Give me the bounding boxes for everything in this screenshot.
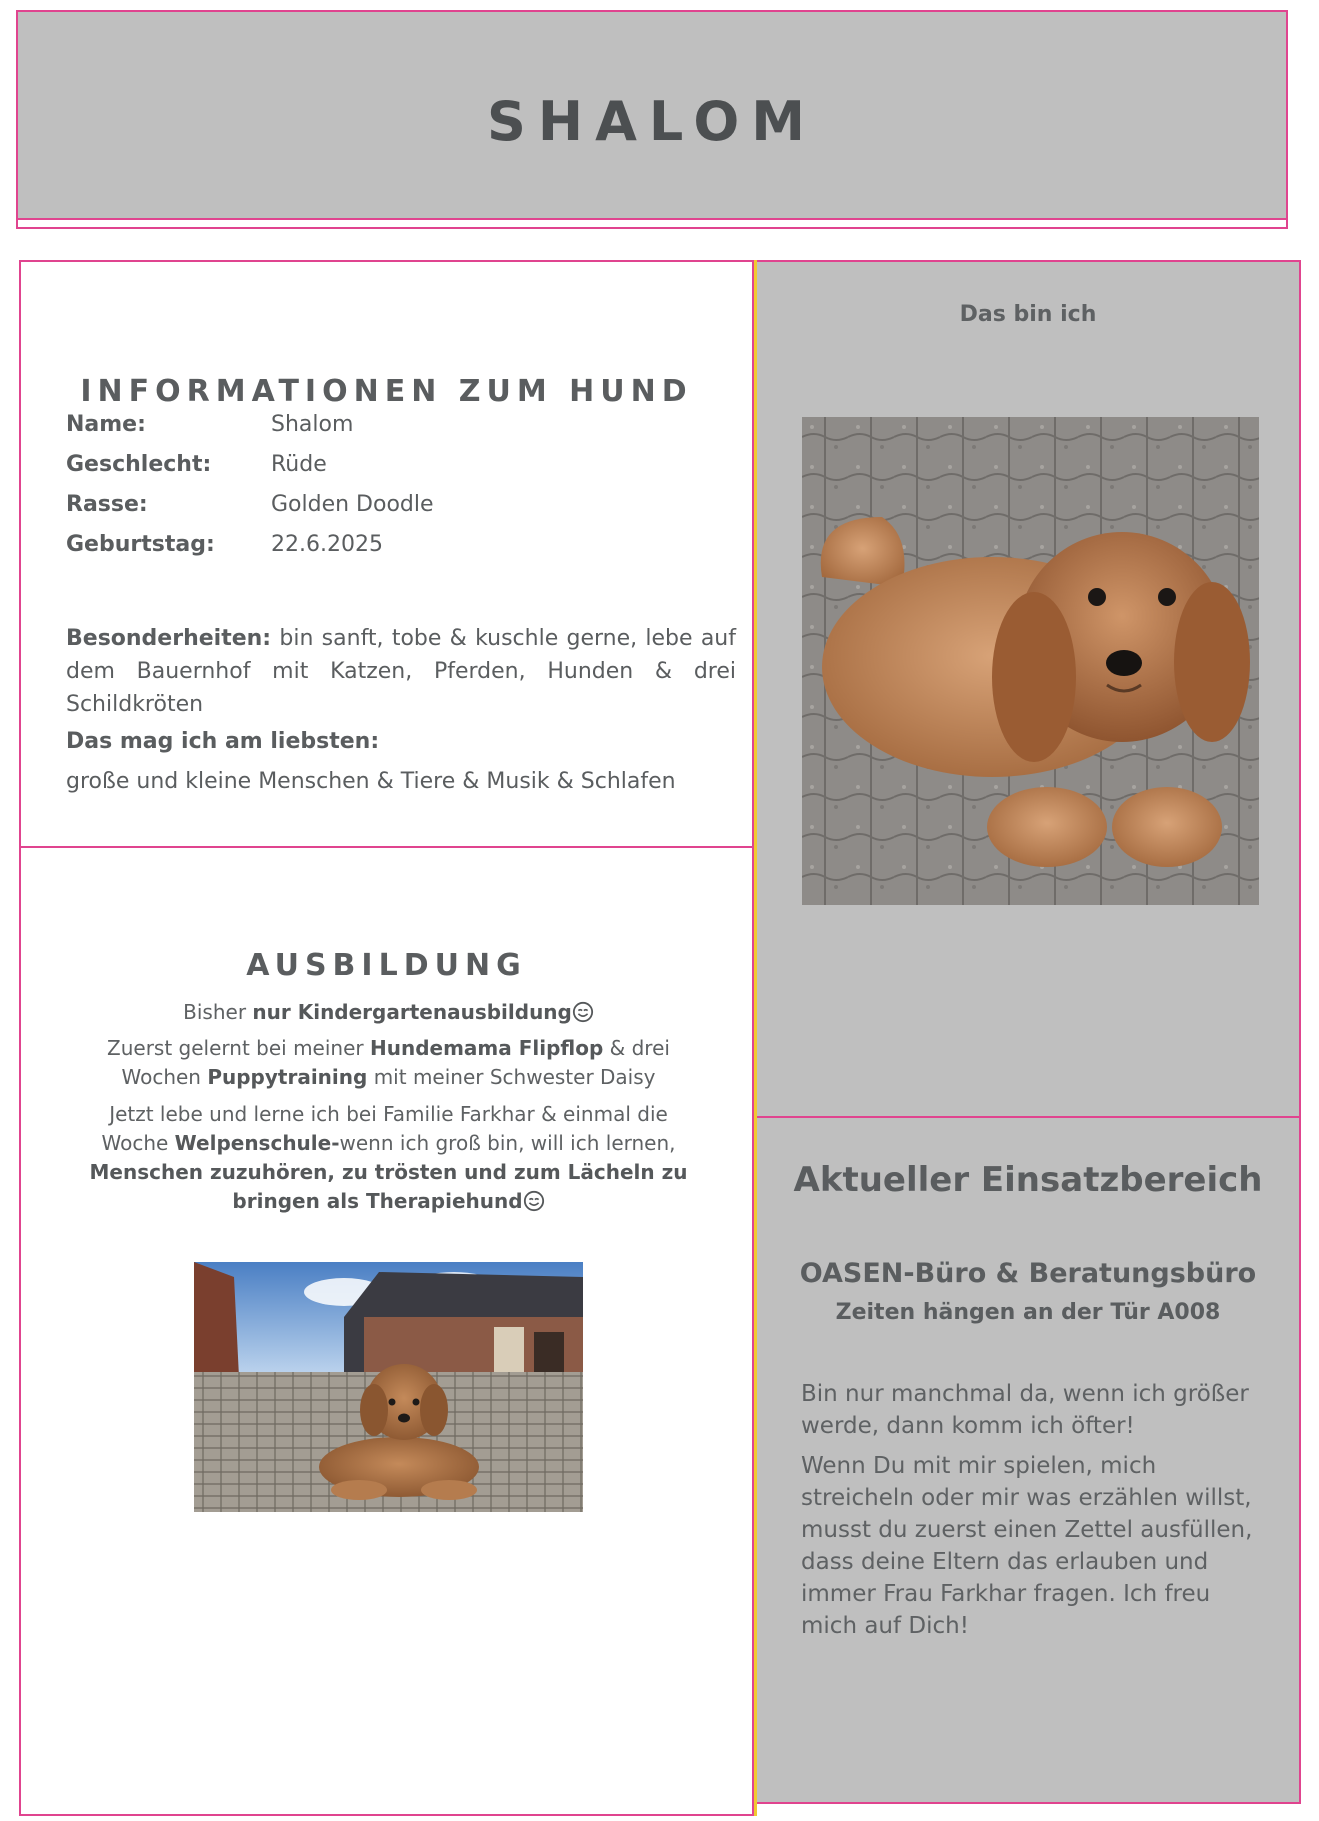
training-bold: Hundemama Flipflop	[369, 1036, 604, 1060]
puppy-portrait-photo	[802, 417, 1259, 905]
training-bold: Menschen zuzuhören, zu trösten und zum Lächeln zu bringen als Therapiehund	[89, 1160, 688, 1213]
training-text: Bisher	[183, 1000, 253, 1024]
training-bold: Welpenschule-	[174, 1131, 340, 1155]
favorite-value: große und kleine Menschen & Tiere & Musik & Schlafen	[66, 769, 676, 794]
training-paragraph-1	[81, 998, 696, 1027]
header-underline	[16, 220, 1288, 229]
deployment-paragraph-2: Wenn Du mit mir spielen, mich streicheln oder mir was erzählen willst, musst du zuerst einen Zettel ausfüllen, dass deine Eltern das erlauben und immer Frau Farkhar fragen. Ich freu mich auf Dich!	[801, 1453, 1253, 1639]
info-value: Golden Doodle	[271, 492, 434, 517]
info-value: Shalom	[271, 412, 354, 437]
info-label: Geschlecht:	[66, 452, 212, 477]
info-label: Rasse:	[66, 492, 148, 517]
special-features	[66, 622, 736, 721]
training-text: Zuerst gelernt bei meiner	[107, 1036, 370, 1060]
office-name: OASEN-Büro & Beratungsbüro	[799, 1258, 1257, 1289]
info-value: 22.6.2025	[271, 532, 383, 557]
training-bold: Puppytraining	[207, 1065, 368, 1089]
smiling-face-icon	[523, 1190, 545, 1212]
deployment-panel	[757, 1118, 1301, 1804]
training-bold: nur Kindergartenausbildung	[252, 1000, 572, 1024]
training-paragraph-3	[81, 1100, 696, 1216]
info-title: INFORMATIONEN ZUM HUND	[80, 374, 693, 409]
info-label: Name:	[66, 412, 146, 437]
training-text: Jetzt lebe und lerne ich bei Familie Farkhar & einmal die Woche	[101, 1102, 668, 1155]
header-banner	[16, 10, 1288, 220]
training-paragraph-2	[81, 1034, 696, 1092]
deployment-title: Aktueller Einsatzbereich	[793, 1160, 1263, 1200]
training-title: AUSBILDUNG	[246, 948, 527, 983]
special-value: bin sanft, tobe & kuschle gerne, lebe auf dem Bauernhof mit Katzen, Pferden, Hunden & drei Schildkröten	[66, 626, 736, 717]
farm-puppy-photo	[194, 1262, 583, 1512]
photo-panel	[757, 260, 1301, 1118]
special-label: Besonderheiten:	[66, 626, 272, 651]
office-hours: Zeiten hängen an der Tür A008	[835, 1300, 1221, 1325]
page-title: SHALOM	[486, 90, 817, 153]
deployment-paragraph-1: Bin nur manchmal da, wenn ich größer werde, dann komm ich öfter!	[801, 1381, 1249, 1439]
photo-caption: Das bin ich	[959, 302, 1097, 327]
info-value: Rüde	[271, 452, 327, 477]
training-panel	[19, 848, 754, 1816]
training-text: & drei Wochen	[121, 1036, 670, 1089]
favorite-label: Das mag ich am liebsten:	[66, 729, 380, 754]
training-text: mit meiner Schwester Daisy	[367, 1065, 656, 1089]
info-label: Geburtstag:	[66, 532, 215, 557]
training-text: wenn ich groß bin, will ich lernen,	[339, 1131, 676, 1155]
info-panel	[19, 260, 754, 848]
smiling-face-icon	[572, 1001, 594, 1023]
